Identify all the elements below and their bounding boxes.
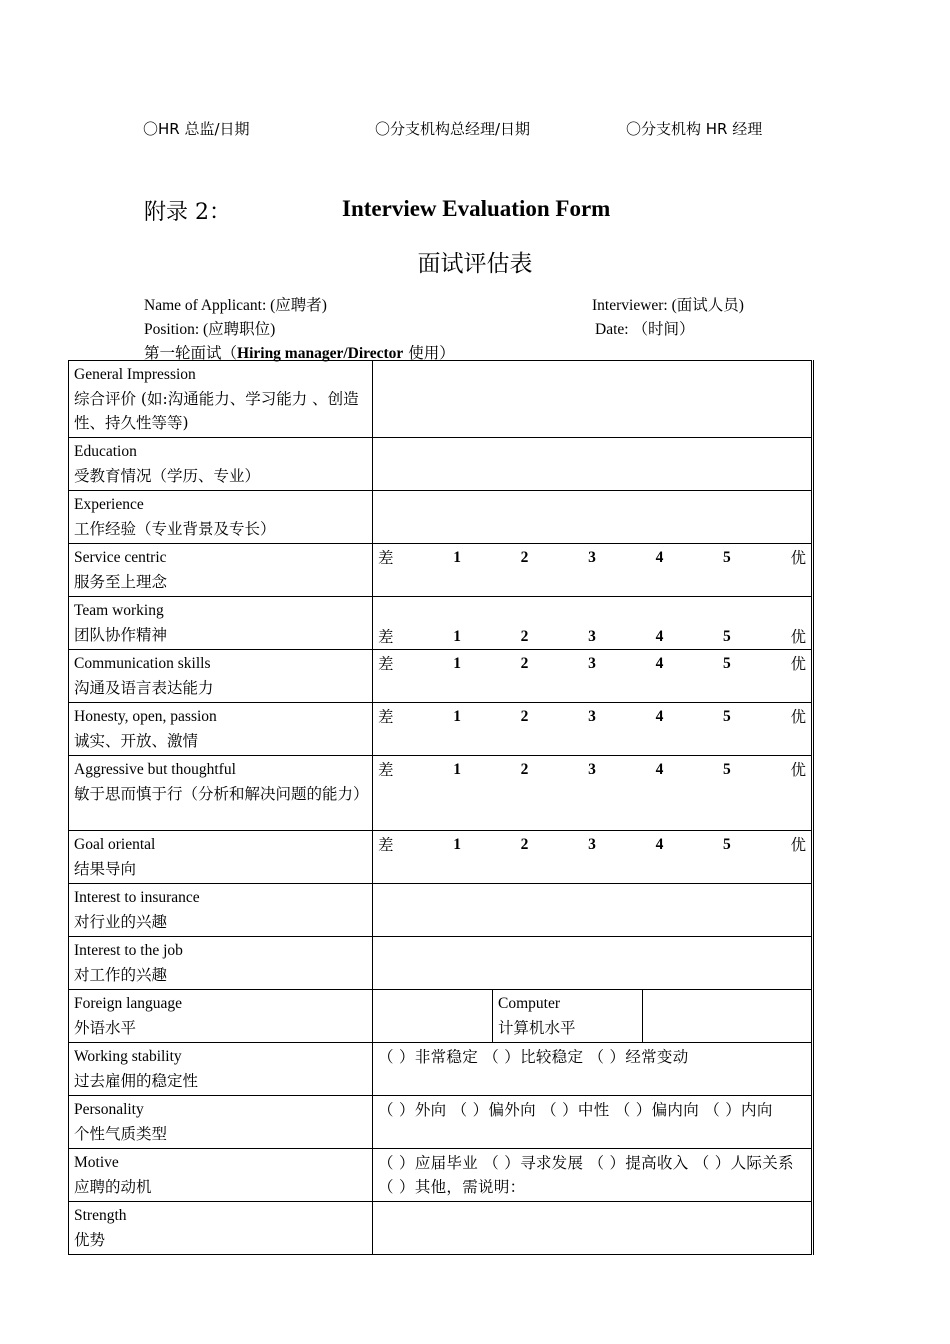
row-label: Personality 个性气质类型 xyxy=(69,1096,373,1149)
answer-cell[interactable] xyxy=(373,1202,813,1255)
personality-options[interactable]: （ ）外向 （ ）偏外向 （ ）中性 （ ）偏内向 （ ）内向 xyxy=(373,1096,813,1149)
row-label: Interest to insurance 对行业的兴趣 xyxy=(69,884,373,937)
row-label: Motive 应聘的动机 xyxy=(69,1149,373,1202)
row-motive xyxy=(69,1149,813,1202)
interview-round-label: 第一轮面试（Hiring manager/Director 使用） xyxy=(144,344,455,362)
row-working-stability xyxy=(69,1043,813,1096)
row-label: Interest to the job 对工作的兴趣 xyxy=(69,937,373,990)
computer-answer[interactable] xyxy=(643,990,813,1043)
applicant-name-label: Name of Applicant: (应聘者) xyxy=(144,297,327,314)
rating-scale[interactable]: 差 1 2 3 4 5 优 xyxy=(373,756,813,831)
answer-cell[interactable] xyxy=(373,491,813,544)
scale-high-label: 优 xyxy=(790,549,806,567)
row-interest-insurance xyxy=(69,884,813,937)
answer-cell[interactable] xyxy=(373,438,813,491)
answer-cell[interactable] xyxy=(373,937,813,990)
answer-cell[interactable] xyxy=(373,884,813,937)
row-label: General Impression 综合评价 (如:沟通能力、学习能力 、创造性、持久性等等) xyxy=(69,361,373,438)
row-label: Goal oriental 结果导向 xyxy=(69,831,373,884)
row-communication-skills xyxy=(69,650,813,703)
signature-branch-hr: 〇分支机构 HR 经理 xyxy=(626,120,763,138)
computer-label: Computer 计算机水平 xyxy=(493,990,643,1043)
foreign-language-answer[interactable] xyxy=(373,990,493,1043)
stability-options[interactable]: （ ）非常稳定 （ ）比较稳定 （ ）经常变动 xyxy=(373,1043,813,1096)
row-label: Team working 团队协作精神 xyxy=(69,597,373,650)
row-experience xyxy=(69,491,813,544)
rating-scale[interactable]: 差 1 2 3 4 5 优 xyxy=(373,650,813,703)
row-aggressive-thoughtful xyxy=(69,756,813,831)
row-foreign-language xyxy=(69,990,813,1043)
row-label: Aggressive but thoughtful 敏于思而慎于行（分析和解决问题的能力） xyxy=(69,756,373,831)
row-personality xyxy=(69,1096,813,1149)
interviewer-label: Interviewer: (面试人员) xyxy=(592,297,744,314)
rating-scale[interactable]: 差 1 2 3 4 5 优 xyxy=(373,703,813,756)
row-label: Service centric 服务至上理念 xyxy=(69,544,373,597)
form-title-zh: 面试评估表 xyxy=(417,251,533,277)
row-label: Communication skills 沟通及语言表达能力 xyxy=(69,650,373,703)
form-title-en: Interview Evaluation Form xyxy=(342,196,611,221)
evaluation-table xyxy=(68,360,814,1255)
rating-scale[interactable]: 差 1 2 3 4 5 优 xyxy=(373,831,813,884)
signature-branch-gm: 〇分支机构总经理/日期 xyxy=(375,120,531,138)
row-label: Experience 工作经验（专业背景及专长） xyxy=(69,491,373,544)
row-honesty xyxy=(69,703,813,756)
signature-hr-director: 〇HR 总监/日期 xyxy=(143,120,250,138)
position-label: Position: (应聘职位) xyxy=(144,321,276,338)
scale-low-label: 差 xyxy=(378,549,394,567)
row-goal-oriental xyxy=(69,831,813,884)
row-team-working xyxy=(69,597,813,650)
row-general-impression xyxy=(69,361,813,438)
date-label: Date: （时间） xyxy=(595,321,695,338)
row-label: Strength 优势 xyxy=(69,1202,373,1255)
motive-options[interactable]: （ ）应届毕业 （ ）寻求发展 （ ）提高收入 （ ）人际关系（ ）其他，需说明： xyxy=(373,1149,813,1202)
rating-scale[interactable]: 差 1 2 3 4 5 优 xyxy=(373,544,813,597)
rating-scale[interactable]: 差 1 2 3 4 5 优 xyxy=(373,597,813,650)
row-label: Foreign language 外语水平 xyxy=(69,990,373,1043)
row-interest-job xyxy=(69,937,813,990)
row-label: Working stability 过去雇佣的稳定性 xyxy=(69,1043,373,1096)
row-service-centric xyxy=(69,544,813,597)
answer-cell[interactable] xyxy=(373,361,813,438)
appendix-label: 附录 2： xyxy=(144,200,231,225)
row-label: Honesty, open, passion 诚实、开放、激情 xyxy=(69,703,373,756)
row-education xyxy=(69,438,813,491)
row-strength xyxy=(69,1202,813,1255)
row-label: Education 受教育情况（学历、专业） xyxy=(69,438,373,491)
